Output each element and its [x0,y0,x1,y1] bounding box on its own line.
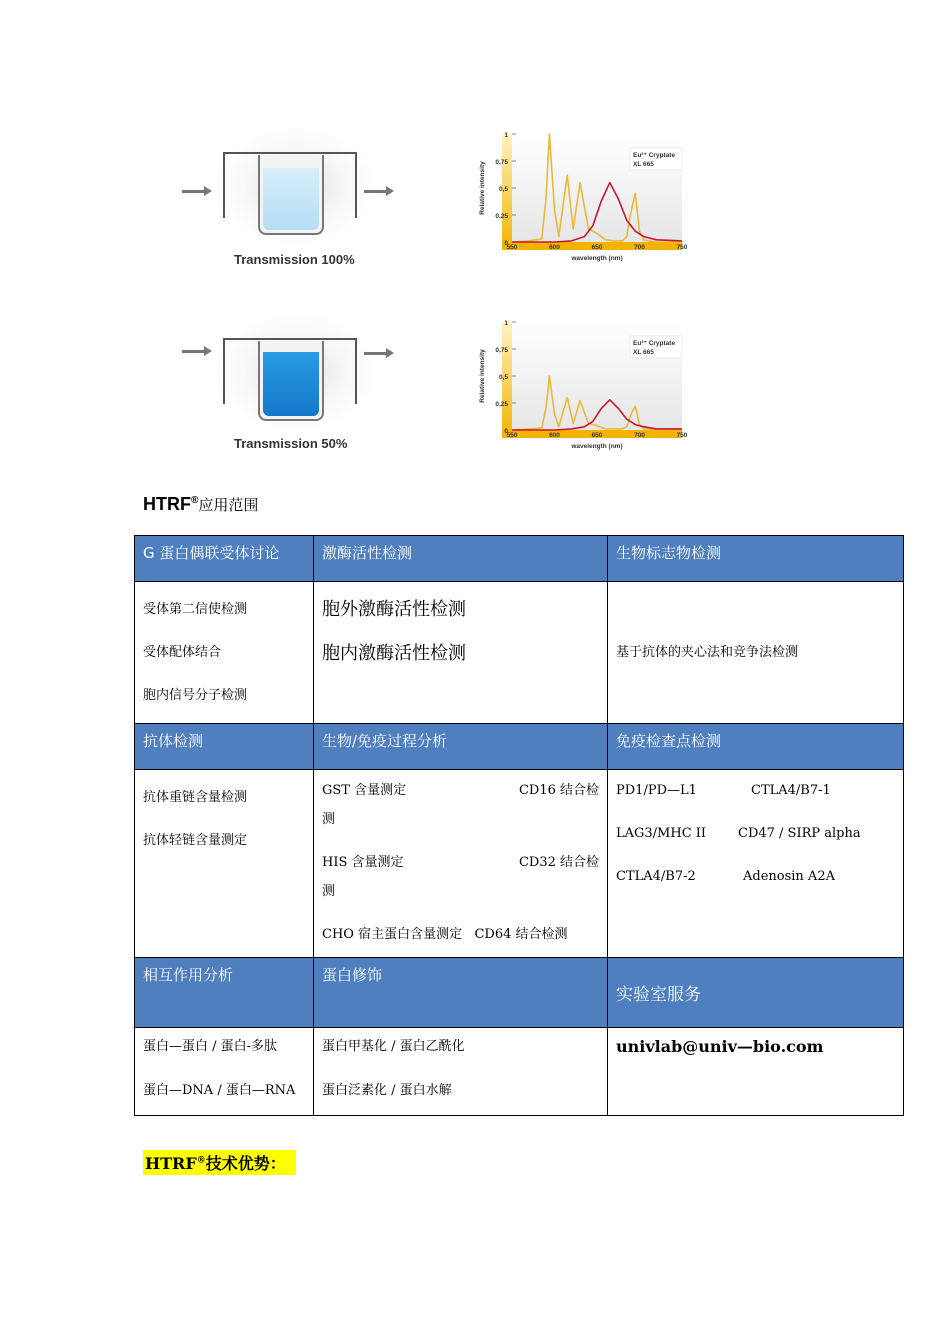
applications-table [134,535,904,1116]
header-cell: 抗体检测 [135,724,314,770]
cell-line: PD1/PD—L1 CTLA4/B7-1 [616,783,831,798]
y-axis-label: Relative intensity [479,349,486,403]
table-header-row [135,724,904,770]
arrow-out-icon [364,190,388,193]
y-tick-label: 0 [504,240,508,247]
cell-line: 受体配体结合 [143,645,222,660]
cell-line: 蛋白—DNA / 蛋白—RNA [143,1083,296,1098]
table-header-row [135,536,904,582]
cuvette-illustration-100 [178,122,418,282]
y-tick-label: 0,75 [495,159,508,166]
cell-line: 蛋白—蛋白 / 蛋白-多肽 [143,1039,278,1054]
y-axis-label: Relative intensity [479,161,486,215]
table-row [135,770,904,958]
header-cell: G 蛋白偶联受体讨论 [135,536,314,582]
legend-entry: XL 665 [633,161,654,168]
cuvette-liquid [263,168,319,230]
table-cell [135,1028,314,1116]
x-tick-label: 550 [506,244,518,251]
header-cell: 免疫检查点检测 [608,724,904,770]
x-axis-label: wavelength (nm) [571,255,623,262]
cell-line: 基于抗体的夹心法和竞争法检测 [616,645,799,660]
contact-email[interactable]: univlab@univ—bio.com [616,1037,824,1056]
cell-line: 蛋白泛素化 / 蛋白水解 [322,1083,452,1098]
y-tick-label: 0,75 [495,347,508,354]
spectrum-svg [472,316,692,456]
spectrum-chart-2 [472,316,692,451]
x-tick-label: 700 [634,244,645,251]
cell-line: 测 [322,884,336,899]
section-title-text: 应用范围 [198,496,259,514]
table-cell [608,770,904,958]
spectrum-svg [472,128,692,263]
cuvette-cup [258,341,324,421]
cell-line: 胞内激酶活性检测 [322,643,466,664]
cell-line: HIS 含量测定 CD32 结合检 [322,855,599,870]
cell-line: 受体第二信使检测 [143,602,248,617]
arrow-in-icon [182,350,206,353]
arrow-out-icon [364,352,388,355]
y-tick-label: 0,25 [495,213,508,220]
y-tick-label: 0,5 [498,374,508,381]
y-tick-label: 1 [504,132,508,139]
x-axis-label: wavelength (nm) [571,443,623,450]
table-header-row [135,958,904,1028]
legend-entry: Eu³⁺ Cryptate [633,152,676,159]
y-tick-label: 1 [504,320,508,327]
header-cell: 生物/免疫过程分析 [314,724,608,770]
cell-line: CTLA4/B7-2 Adenosin A2A [616,869,835,884]
header-cell: 相互作用分析 [135,958,314,1028]
x-tick-label: 750 [676,244,688,251]
cell-line: GST 含量测定 CD16 结合检 [322,783,599,798]
header-cell: 生物标志物检测 [608,536,904,582]
table-row [135,582,904,724]
cell-line: 测 [322,812,336,827]
x-tick-label: 650 [591,244,603,251]
table-cell [314,582,608,724]
table-cell [608,1028,904,1116]
cell-line: 抗体轻链含量测定 [143,833,248,848]
section-title [143,494,258,515]
x-tick-label: 600 [549,432,560,439]
table-row [135,1028,904,1116]
arrow-in-icon [182,190,206,193]
table-cell [135,770,314,958]
x-tick-label: 750 [676,432,688,439]
header-cell: 实验室服务 [608,958,904,1028]
legend-entry: XL 665 [633,349,654,356]
x-tick-label: 600 [549,244,560,251]
y-tick-label: 0,5 [498,186,508,193]
cell-line: 抗体重链含量检测 [143,790,248,805]
y-tick-label: 0,25 [495,401,508,408]
figure-caption: Transmission 100% [234,252,355,267]
y-tick-label: 0 [504,428,508,435]
x-tick-label: 550 [506,432,518,439]
brand-text: HTRF® [143,494,199,514]
table-cell [608,582,904,724]
header-cell: 蛋白修饰 [314,958,608,1028]
x-tick-label: 650 [591,432,603,439]
table-cell [314,1028,608,1116]
cuvette-cup [258,155,324,235]
cuvette-liquid [263,352,319,416]
advantages-heading: HTRF®技术优势： [143,1150,296,1175]
cuvette-illustration-50 [178,308,418,468]
cell-line: LAG3/MHC II CD47 / SIRP alpha [616,826,861,841]
cell-line: 胞外激酶活性检测 [322,599,466,620]
cell-line: CHO 宿主蛋白含量测定 CD64 结合检测 [322,927,568,942]
spectrum-chart-1 [472,128,692,263]
figure-caption: Transmission 50% [234,436,348,451]
legend-entry: Eu³⁺ Cryptate [633,340,676,347]
header-cell: 激酶活性检测 [314,536,608,582]
table-cell [314,770,608,958]
x-tick-label: 700 [634,432,645,439]
cell-line: 蛋白甲基化 / 蛋白乙酰化 [322,1039,465,1054]
cell-line: 胞内信号分子检测 [143,688,248,703]
table-cell [135,582,314,724]
